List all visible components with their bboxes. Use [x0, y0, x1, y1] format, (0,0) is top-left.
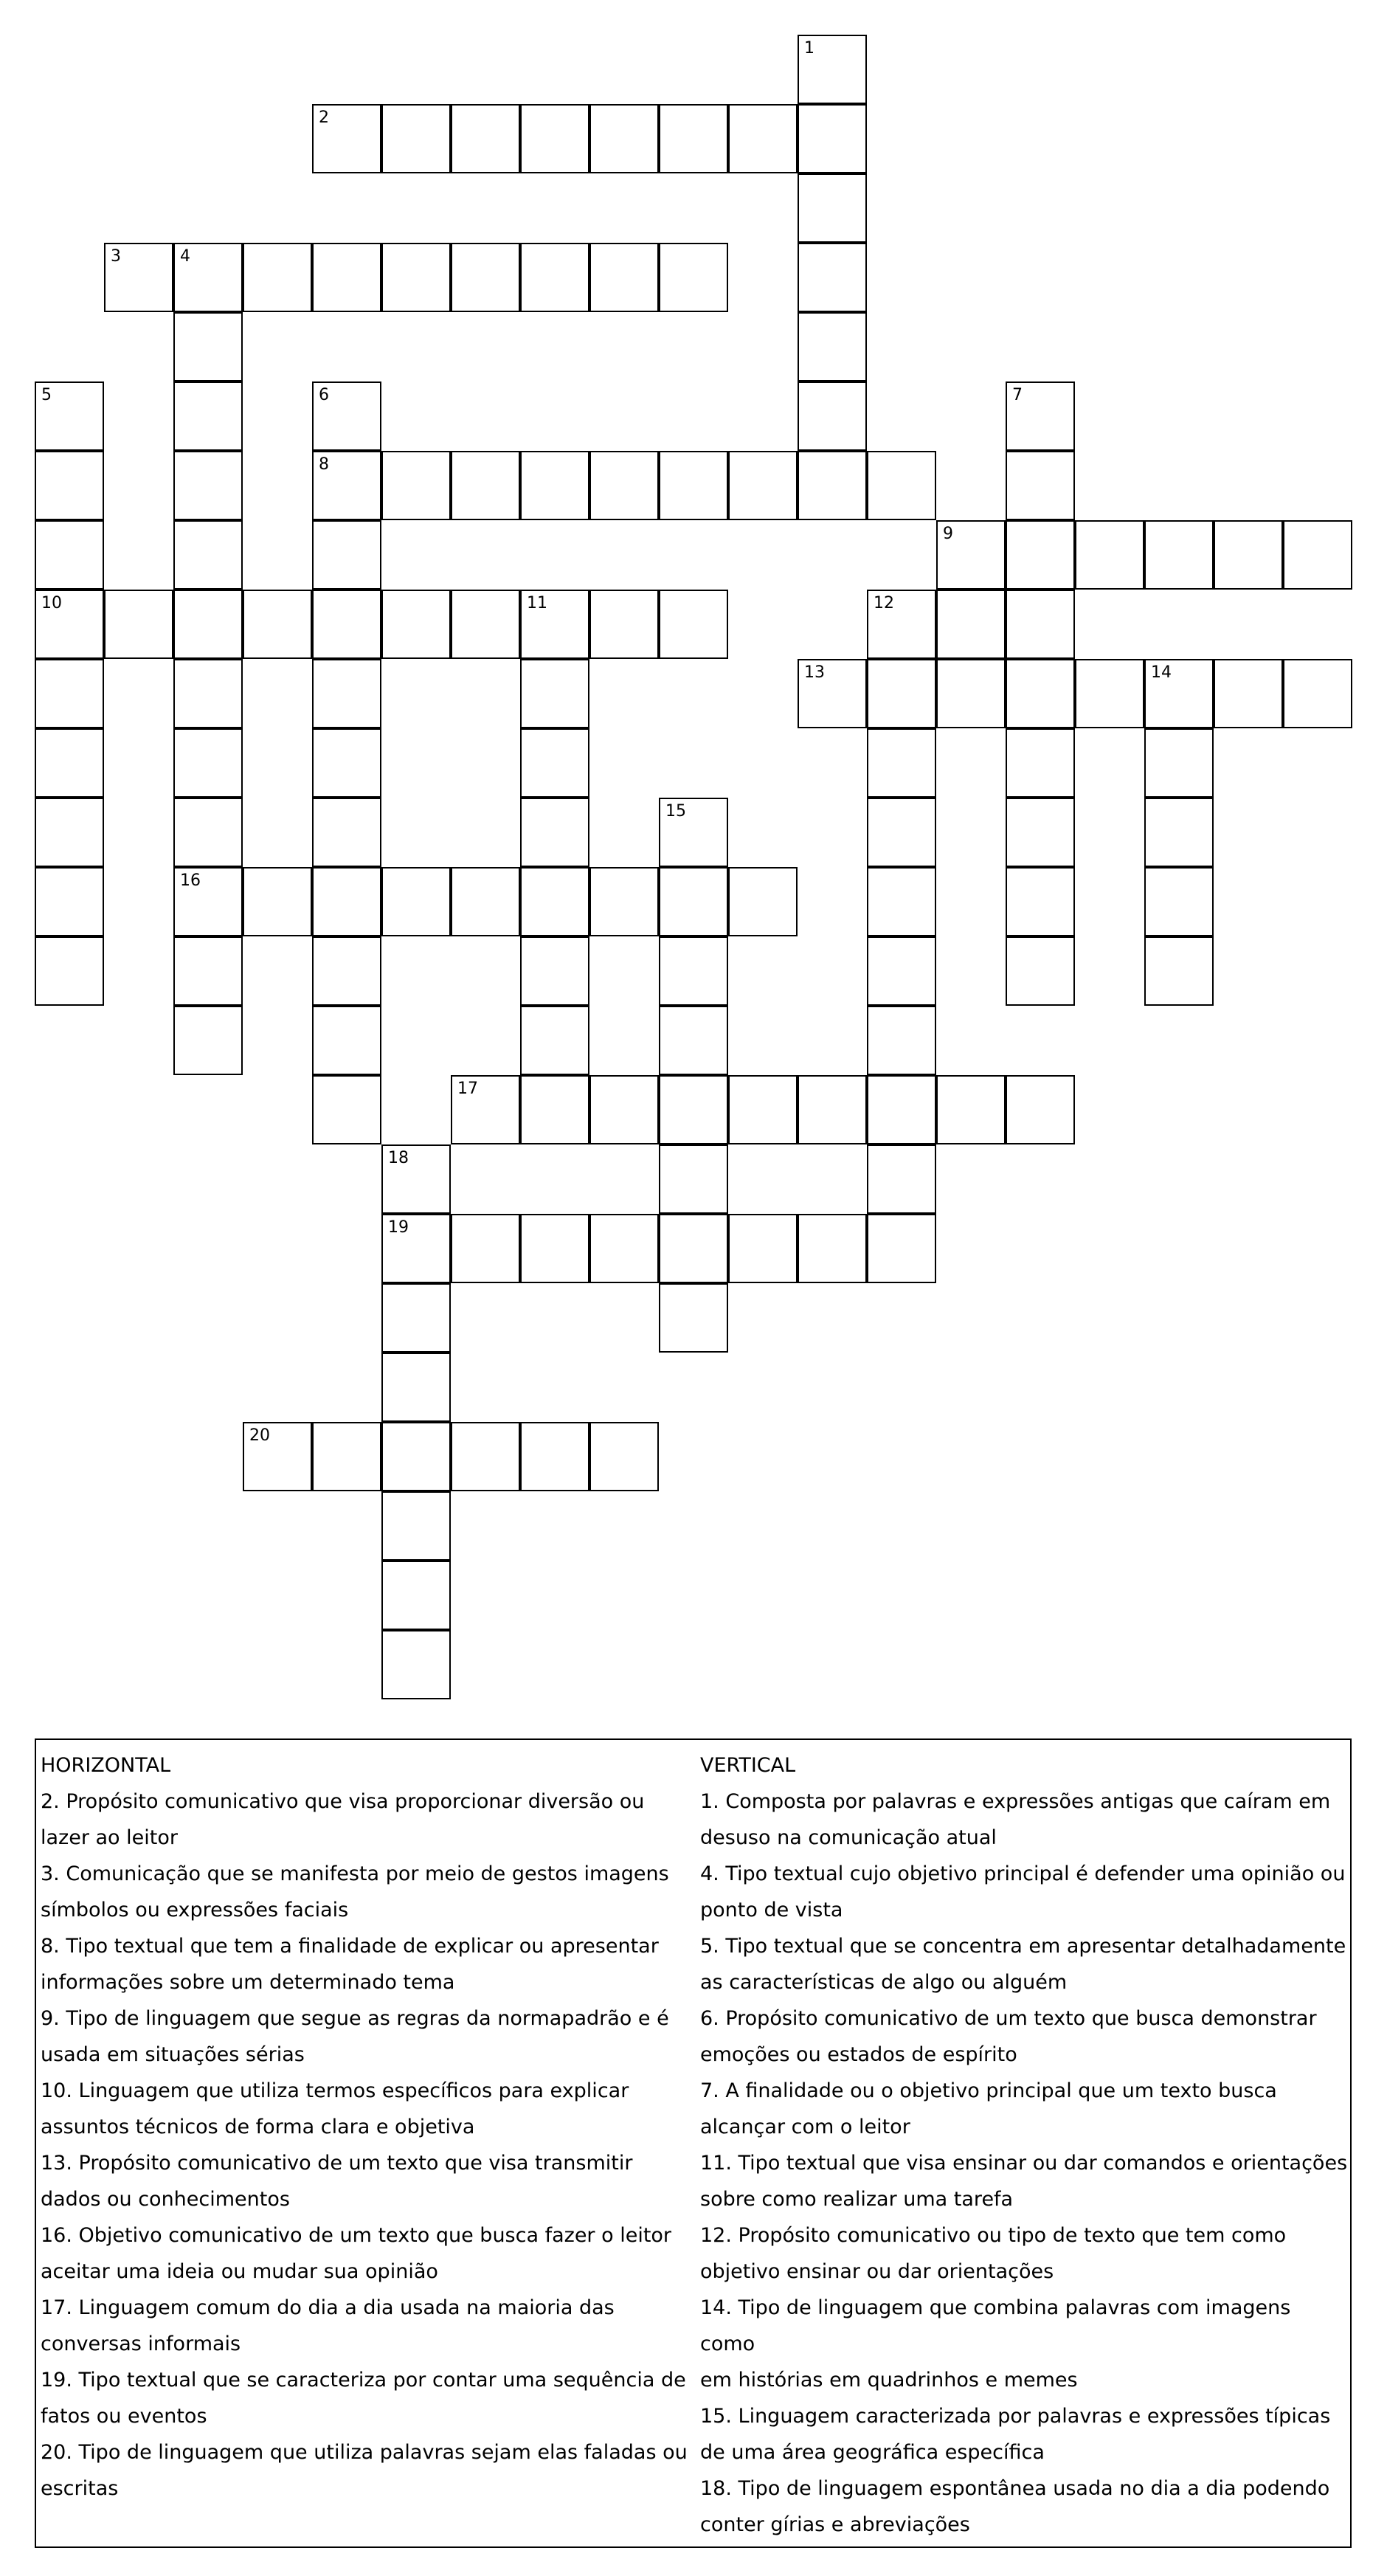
grid-cell[interactable] — [520, 243, 589, 312]
grid-cell[interactable] — [381, 1353, 451, 1422]
grid-cell[interactable] — [936, 520, 1006, 590]
clue-number: 7 — [1012, 386, 1023, 404]
grid-cell[interactable] — [659, 104, 728, 173]
horizontal-heading: HORIZONTAL — [41, 1754, 171, 1777]
grid-cell[interactable] — [312, 381, 381, 451]
grid-cell[interactable] — [243, 867, 312, 936]
grid-cell[interactable] — [867, 451, 936, 520]
grid-cell[interactable] — [520, 104, 589, 173]
grid-cell[interactable] — [659, 1214, 728, 1283]
clue-number: 10 — [41, 594, 62, 612]
grid-cell[interactable] — [728, 1075, 798, 1144]
grid-cell[interactable] — [1006, 936, 1075, 1006]
grid-cell[interactable] — [173, 1006, 243, 1075]
vertical-clue-line: 11. Tipo textual que visa ensinar ou dar comandos e orientações — [700, 2152, 1348, 2175]
grid-cell[interactable] — [936, 659, 1006, 728]
vertical-clue-line: 1. Composta por palavras e expressões antigas que caíram em — [700, 1790, 1331, 1813]
grid-cell[interactable] — [867, 798, 936, 867]
grid-cell[interactable] — [798, 243, 867, 312]
grid-cell[interactable] — [659, 451, 728, 520]
grid-cell[interactable] — [520, 936, 589, 1006]
horizontal-clue-line: 19. Tipo textual que se caracteriza por contar uma sequência de — [41, 2369, 686, 2392]
grid-cell[interactable] — [520, 867, 589, 936]
grid-cell[interactable] — [1006, 520, 1075, 590]
horizontal-clue-line: dados ou conhecimentos — [41, 2188, 290, 2211]
vertical-clue-line: ponto de vista — [700, 1899, 843, 1921]
grid-cell[interactable] — [381, 1283, 451, 1353]
grid-cell[interactable] — [520, 1006, 589, 1075]
grid-cell[interactable] — [381, 867, 451, 936]
grid-cell[interactable] — [798, 35, 867, 104]
grid-cell[interactable] — [798, 1214, 867, 1283]
grid-cell[interactable] — [35, 590, 104, 659]
clue-number: 20 — [249, 1426, 270, 1445]
clue-number: 1 — [804, 39, 814, 58]
vertical-clue-line: objetivo ensinar ou dar orientações — [700, 2260, 1054, 2283]
grid-cell[interactable] — [589, 1214, 659, 1283]
grid-cell[interactable] — [867, 1214, 936, 1283]
grid-cell[interactable] — [520, 1214, 589, 1283]
grid-cell[interactable] — [104, 590, 173, 659]
grid-cell[interactable] — [798, 104, 867, 173]
grid-cell[interactable] — [659, 1283, 728, 1353]
grid-cell[interactable] — [659, 936, 728, 1006]
grid-cell[interactable] — [451, 867, 520, 936]
grid-cell[interactable] — [589, 1075, 659, 1144]
grid-cell[interactable] — [659, 867, 728, 936]
horizontal-clue-line: 2. Propósito comunicativo que visa proporcionar diversão ou — [41, 1790, 645, 1813]
horizontal-clue-line: informações sobre um determinado tema — [41, 1971, 455, 1994]
grid-cell[interactable] — [659, 243, 728, 312]
grid-cell[interactable] — [312, 659, 381, 728]
grid-cell[interactable] — [520, 1075, 589, 1144]
grid-cell[interactable] — [173, 728, 243, 798]
vertical-clue-line: alcançar com o leitor — [700, 2116, 910, 2138]
clue-number: 8 — [319, 455, 329, 474]
grid-cell[interactable] — [1144, 936, 1214, 1006]
grid-cell[interactable] — [1006, 590, 1075, 659]
horizontal-clue-line: fatos ou eventos — [41, 2405, 207, 2428]
clue-number: 6 — [319, 386, 329, 404]
clue-number: 18 — [388, 1149, 409, 1167]
grid-cell[interactable] — [35, 936, 104, 1006]
grid-cell[interactable] — [451, 1075, 520, 1144]
grid-cell[interactable] — [312, 451, 381, 520]
grid-cell[interactable] — [1214, 520, 1283, 590]
grid-cell[interactable] — [381, 590, 451, 659]
grid-cell[interactable] — [1283, 659, 1352, 728]
grid-cell[interactable] — [728, 451, 798, 520]
grid-cell[interactable] — [381, 1422, 451, 1491]
grid-cell[interactable] — [451, 1214, 520, 1283]
grid-cell[interactable] — [1075, 659, 1144, 728]
clue-number: 14 — [1151, 663, 1172, 682]
vertical-heading: VERTICAL — [700, 1754, 796, 1777]
clue-number: 13 — [804, 663, 825, 682]
grid-cell[interactable] — [173, 590, 243, 659]
grid-cell[interactable] — [589, 104, 659, 173]
grid-cell[interactable] — [520, 659, 589, 728]
grid-cell[interactable] — [1144, 659, 1214, 728]
vertical-clue-line: de uma área geográfica específica — [700, 2441, 1045, 2464]
grid-cell[interactable] — [381, 1214, 451, 1283]
horizontal-clue-line: assuntos técnicos de forma clara e objetiva — [41, 2116, 475, 2138]
grid-cell[interactable] — [867, 936, 936, 1006]
horizontal-clue-line: 17. Linguagem comum do dia a dia usada na maioria das — [41, 2296, 615, 2319]
vertical-clue-line: 4. Tipo textual cujo objetivo principal é defender uma opinião ou — [700, 1862, 1346, 1885]
grid-cell[interactable] — [451, 243, 520, 312]
vertical-clue-line: 7. A finalidade ou o objetivo principal que um texto busca — [700, 2079, 1277, 2102]
horizontal-clue-line: conversas informais — [41, 2332, 241, 2355]
grid-cell[interactable] — [520, 451, 589, 520]
grid-cell[interactable] — [659, 1006, 728, 1075]
clue-number: 15 — [665, 802, 686, 821]
vertical-clue-line: conter gírias e abreviações — [700, 2513, 970, 2536]
vertical-clue-line: 5. Tipo textual que se concentra em apresentar detalhadamente — [700, 1935, 1346, 1958]
grid-cell[interactable] — [312, 728, 381, 798]
clue-number: 9 — [943, 525, 953, 543]
grid-cell[interactable] — [312, 104, 381, 173]
grid-cell[interactable] — [35, 728, 104, 798]
grid-cell[interactable] — [173, 798, 243, 867]
vertical-clue-line: as características de algo ou alguém — [700, 1971, 1068, 1994]
grid-cell[interactable] — [173, 243, 243, 312]
grid-cell[interactable] — [1006, 798, 1075, 867]
grid-cell[interactable] — [728, 867, 798, 936]
grid-cell[interactable] — [104, 243, 173, 312]
horizontal-clue-line: 13. Propósito comunicativo de um texto que visa transmitir — [41, 2152, 633, 2175]
grid-cell[interactable] — [451, 590, 520, 659]
vertical-clue-line: 18. Tipo de linguagem espontânea usada no dia a dia podendo — [700, 2477, 1330, 2500]
grid-cell[interactable] — [589, 243, 659, 312]
grid-cell[interactable] — [381, 1144, 451, 1214]
vertical-clue-line: 12. Propósito comunicativo ou tipo de texto que tem como — [700, 2224, 1287, 2247]
grid-cell[interactable] — [35, 381, 104, 451]
grid-cell[interactable] — [381, 1491, 451, 1561]
grid-cell[interactable] — [243, 243, 312, 312]
grid-cell[interactable] — [867, 867, 936, 936]
grid-cell[interactable] — [867, 1006, 936, 1075]
clue-number: 16 — [180, 871, 201, 890]
horizontal-clue-line: escritas — [41, 2477, 119, 2500]
grid-cell[interactable] — [312, 520, 381, 590]
grid-cell[interactable] — [1144, 520, 1214, 590]
grid-cell[interactable] — [936, 590, 1006, 659]
horizontal-clue-line: usada em situações sérias — [41, 2043, 305, 2066]
grid-cell[interactable] — [520, 798, 589, 867]
horizontal-clue-line: aceitar uma ideia ou mudar sua opinião — [41, 2260, 438, 2283]
vertical-clue-line: em histórias em quadrinhos e memes — [700, 2369, 1078, 2392]
grid-cell[interactable] — [867, 1144, 936, 1214]
grid-cell[interactable] — [798, 1075, 867, 1144]
vertical-clue-line: emoções ou estados de espírito — [700, 2043, 1017, 2066]
grid-cell[interactable] — [173, 381, 243, 451]
vertical-clue-line: 15. Linguagem caracterizada por palavras e expressões típicas — [700, 2405, 1331, 2428]
grid-cell[interactable] — [35, 867, 104, 936]
grid-cell[interactable] — [35, 659, 104, 728]
grid-cell[interactable] — [728, 104, 798, 173]
horizontal-clue-line: 16. Objetivo comunicativo de um texto que busca fazer o leitor — [41, 2224, 672, 2247]
horizontal-clue-line: 8. Tipo textual que tem a finalidade de explicar ou apresentar — [41, 1935, 659, 1958]
grid-cell[interactable] — [1006, 451, 1075, 520]
grid-cell[interactable] — [312, 936, 381, 1006]
grid-cell[interactable] — [798, 659, 867, 728]
grid-cell[interactable] — [659, 1144, 728, 1214]
horizontal-clue-line: símbolos ou expressões faciais — [41, 1899, 349, 1921]
grid-cell[interactable] — [798, 173, 867, 243]
grid-cell[interactable] — [381, 1561, 451, 1630]
clue-number: 19 — [388, 1218, 409, 1237]
grid-cell[interactable] — [451, 104, 520, 173]
grid-cell[interactable] — [520, 728, 589, 798]
grid-cell[interactable] — [1144, 867, 1214, 936]
grid-cell[interactable] — [1006, 381, 1075, 451]
grid-cell[interactable] — [1006, 659, 1075, 728]
grid-cell[interactable] — [798, 451, 867, 520]
grid-cell[interactable] — [589, 590, 659, 659]
vertical-clue-line: 6. Propósito comunicativo de um texto que busca demonstrar — [700, 2007, 1317, 2030]
grid-cell[interactable] — [867, 1075, 936, 1144]
grid-cell[interactable] — [520, 590, 589, 659]
clue-number: 11 — [527, 594, 547, 612]
grid-cell[interactable] — [520, 1422, 589, 1491]
horizontal-clue-line: lazer ao leitor — [41, 1826, 178, 1849]
vertical-clues — [700, 1747, 1349, 2543]
grid-cell[interactable] — [589, 451, 659, 520]
grid-cell[interactable] — [173, 312, 243, 381]
grid-cell[interactable] — [35, 798, 104, 867]
grid-cell[interactable] — [381, 451, 451, 520]
grid-cell[interactable] — [312, 590, 381, 659]
horizontal-clue-line: 10. Linguagem que utiliza termos específicos para explicar — [41, 2079, 629, 2102]
grid-cell[interactable] — [451, 451, 520, 520]
grid-cell[interactable] — [381, 1630, 451, 1699]
grid-cell[interactable] — [173, 451, 243, 520]
grid-cell[interactable] — [312, 1422, 381, 1491]
horizontal-clue-line: 9. Tipo de linguagem que segue as regras da normapadrão e é — [41, 2007, 669, 2030]
clues-box — [35, 1738, 1352, 2548]
vertical-clue-line: sobre como realizar uma tarefa — [700, 2188, 1014, 2211]
grid-cell[interactable] — [312, 1006, 381, 1075]
grid-cell[interactable] — [867, 590, 936, 659]
clue-number: 4 — [180, 247, 190, 266]
grid-cell[interactable] — [312, 1075, 381, 1144]
grid-cell[interactable] — [312, 867, 381, 936]
grid-cell[interactable] — [173, 936, 243, 1006]
grid-cell[interactable] — [798, 312, 867, 381]
grid-cell[interactable] — [1144, 728, 1214, 798]
grid-cell[interactable] — [936, 1075, 1006, 1144]
grid-cell[interactable] — [798, 381, 867, 451]
clue-number: 5 — [41, 386, 52, 404]
grid-cell[interactable] — [312, 243, 381, 312]
grid-cell[interactable] — [312, 798, 381, 867]
grid-cell[interactable] — [1006, 728, 1075, 798]
grid-cell[interactable] — [659, 590, 728, 659]
grid-cell[interactable] — [451, 1422, 520, 1491]
grid-cell[interactable] — [1144, 798, 1214, 867]
grid-cell[interactable] — [35, 520, 104, 590]
grid-cell[interactable] — [243, 1422, 312, 1491]
horizontal-clue-line: 20. Tipo de linguagem que utiliza palavras sejam elas faladas ou — [41, 2441, 688, 2464]
grid-cell[interactable] — [659, 798, 728, 867]
grid-cell[interactable] — [173, 867, 243, 936]
clue-number: 2 — [319, 108, 329, 127]
grid-cell[interactable] — [173, 659, 243, 728]
grid-cell[interactable] — [867, 659, 936, 728]
grid-cell[interactable] — [867, 728, 936, 798]
grid-cell[interactable] — [1006, 867, 1075, 936]
horizontal-clue-line: 3. Comunicação que se manifesta por meio de gestos imagens — [41, 1862, 669, 1885]
grid-cell[interactable] — [1283, 520, 1352, 590]
grid-cell[interactable] — [1075, 520, 1144, 590]
horizontal-clues — [41, 1747, 690, 2507]
grid-cell[interactable] — [173, 520, 243, 590]
clue-number: 12 — [874, 594, 894, 612]
grid-cell[interactable] — [35, 451, 104, 520]
clue-number: 3 — [111, 247, 121, 266]
grid-cell[interactable] — [659, 1075, 728, 1144]
grid-cell[interactable] — [381, 104, 451, 173]
grid-cell[interactable] — [1214, 659, 1283, 728]
grid-cell[interactable] — [589, 1422, 659, 1491]
grid-cell[interactable] — [243, 590, 312, 659]
grid-cell[interactable] — [728, 1214, 798, 1283]
grid-cell[interactable] — [381, 243, 451, 312]
grid-cell[interactable] — [1006, 1075, 1075, 1144]
clue-number: 17 — [457, 1080, 478, 1098]
vertical-clue-line: 14. Tipo de linguagem que combina palavras com imagens como — [700, 2296, 1291, 2355]
grid-cell[interactable] — [589, 867, 659, 936]
vertical-clue-line: desuso na comunicação atual — [700, 1826, 997, 1849]
